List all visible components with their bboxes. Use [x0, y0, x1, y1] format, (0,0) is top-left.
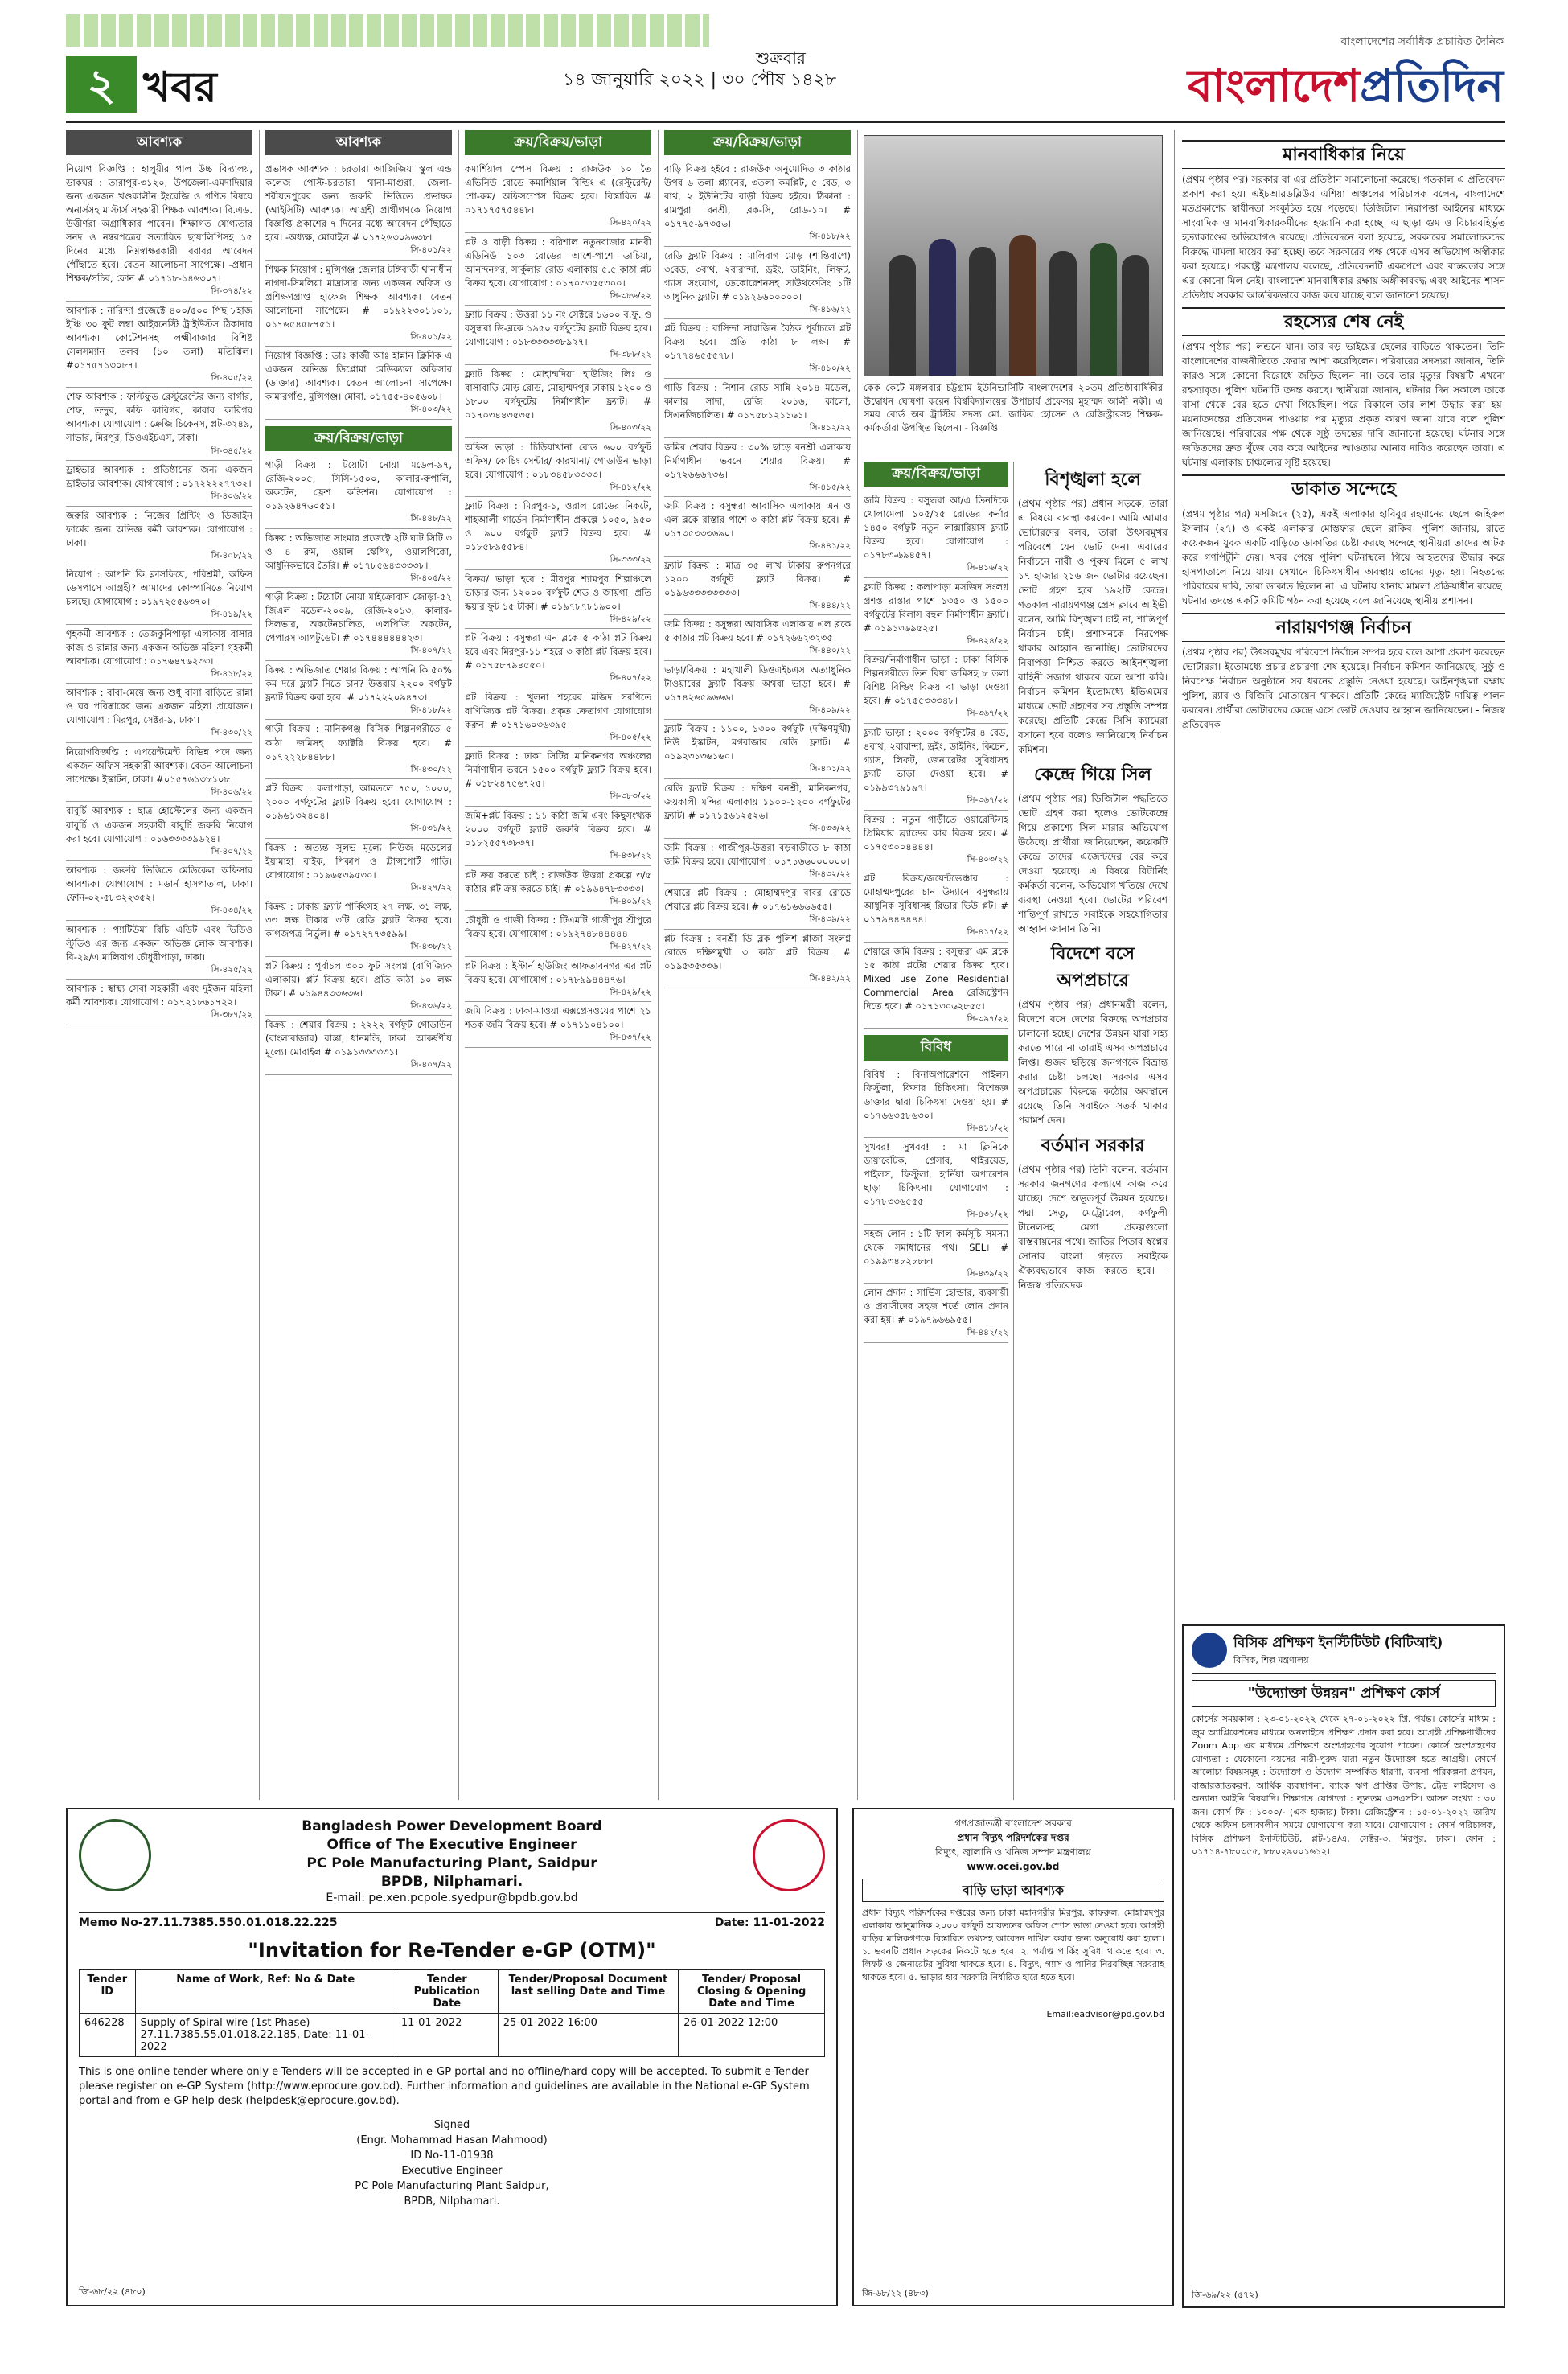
ad-text: আবশ্যক : বাবা-মেয়ে জন্য শুধু বাসা বাড়িতে রান্না ও ঘর পরিষ্কারের জন্য একজন মহিলা প্রয়োজন। যোগাযোগ : মিরপুর, সেক্টর-৯, ঢাকা।: [66, 687, 252, 726]
ad-ref: সি-৪০৯/২২: [809, 704, 851, 715]
classified-ad: [66, 743, 252, 803]
ad-ref: সি-৩৮৭/২২: [211, 1010, 252, 1021]
sign-label: Signed: [433, 2119, 470, 2132]
ad-text: লোন প্রদান : সার্ভিস হোল্ডার, ব্যবসায়ী ও প্রবাসীদের সহজ শর্তে লোন প্রদান করা হয়। # ০১৯৭৯৬৬৯৫৫।: [864, 1287, 1008, 1326]
news-headline: বিশৃঙ্খলা হলে: [1045, 469, 1141, 490]
ad-text: জমি বিক্রয় : বসুন্ধরা আ/এ তিনদিকে খোলামেলা ১০৫/২৫ রোডের কর্নার ১৪৫০ বর্গফুট নতুন লাক্সারিয়াস ফ্ল্যাট বিক্রয় হবে। যোগাযোগ : ০১৭৮৩-৬৯৪৫৭।: [864, 495, 1008, 561]
govad-website: www.ocei.gov.bd: [967, 1861, 1060, 1872]
news-body: (প্রথম পৃষ্ঠার পর) প্রধান সড়কে, তারা এ বিষয়ে ব্যবস্থা করবেন। আমি আমার ভোটারদের বলব, তারা উৎসবমুখর পরিবেশে যেন ভোট দেন। এবারের নির্বাচনে নারী ও পুরুষ মিলে ৫ লাখ ১৭ হাজার ২১৬ জন ভোটার রয়েছেন। ভোট গ্রহণ হবে ১৯২টি কেন্দ্রে। গতকাল নারায়ণগঞ্জ প্রেস ক্লাবে আইভী বলেন, আমি বিশৃঙ্খলা চাই না, শান্তিপূর্ণ নির্বাচন চাই। প্রশাসনকে নিরপেক্ষ থাকার আহ্বান জানাচ্ছি। ভোটারদের নিরাপত্তা নিশ্চিত করতে আইনশৃঙ্খলা বাহিনী সজাগ থাকবে বলে আশা করি। নির্বাচন কমিশন ইতোমধ্যে ইভিএমের মাধ্যমে ভোট গ্রহণের সব প্রস্তুতি সম্পন্ন করেছে। প্রতিটি কেন্দ্রে সিসি ক্যামেরা বসানো হবে বলেও জানিয়েছে নির্বাচন কমিশন।: [1018, 498, 1168, 755]
classified-column-5: [864, 462, 1008, 1800]
classified-ad: [465, 1002, 651, 1048]
ad-ref: সি-৪৩৬/২২: [410, 1000, 452, 1011]
ad-ref: সি-৪১৫/২২: [809, 482, 851, 492]
mujib-year-logo-icon: [753, 1819, 825, 1891]
header-date: ১৪ জানুয়ারি ২০২২ | ৩০ পৌষ ১৪২৮: [563, 70, 837, 90]
ad-ref: সি-৪১২/২২: [809, 422, 851, 433]
govad-body: প্রধান বিদ্যুৎ পরিদর্শকের দপ্তরের জন্য ঢাকা মহানগরীর মিরপুর, কাফরুল, মোহাম্মদপুর এলাকায় আনুমানিক ২০০০ বর্গফুট আয়তনের অফিস স্পেস ভাড়া নেওয়া হবে। আগ্রহী বাড়ির মালিকগণকে বিস্তারিত তথ্যসহ আবেদন দাখিল করার জন্য অনুরোধ করা হলো। ১. ভবনটি প্রধান সড়কের নিকটে হতে হবে। ২. পর্যাপ্ত পার্কিং সুবিধা থাকতে হবে। ৩. লিফট ও জেনারেটর সুবিধা থাকতে হবে। ৪. বিদ্যুৎ, গ্যাস ও পানির নিরবচ্ছিন্ন সরবরাহ থাকতে হবে। ৫. ভাড়ার হার সরকারি নির্ধারিত হারে হতে হবে।: [862, 1908, 1164, 1982]
ad-ref: সি-৪০৫/২২: [610, 732, 651, 742]
brand-tagline: বাংলাদেশের সর্বাধিক প্রচারিত দৈনিক: [1340, 35, 1504, 48]
training-org-name: বিসিক প্রশিক্ষণ ইনস্টিটিউট (বিটিআই): [1233, 1635, 1443, 1651]
table-cell: 25-01-2022 16:00: [498, 2013, 678, 2056]
ad-ref: সি-৩৮৬/২২: [610, 290, 651, 301]
column-divider: [259, 130, 260, 1800]
classified-ad: [66, 921, 252, 980]
brand-name-part1: বাংলাদেশ: [1187, 60, 1361, 113]
ad-ref: সি-৪০৩/২২: [967, 854, 1008, 865]
ad-ref: সি-৪১২/২২: [610, 482, 651, 492]
ad-ref: সি-৪১৬/২২: [809, 304, 851, 314]
classified-ad: [664, 247, 851, 320]
ad-text: প্লট বিক্রয় : ইস্টার্ন হাউজিং আফতাবনগর এর প্লট বিক্রয় হবে। যোগাযোগ : ০১৭৮৯৯৪৪৪৭৬।: [465, 959, 651, 985]
ad-ref: সি-৪৪২/২২: [967, 1328, 1008, 1338]
ad-ref: সি-৪১৮/২২: [410, 704, 452, 715]
category-heading: আবশ্যক: [265, 130, 452, 155]
ad-ref: সি-৪০৭/২২: [410, 1060, 452, 1070]
training-title: "উদ্যোক্তা উন্নয়ন" প্রশিক্ষণ কোর্স: [1192, 1680, 1496, 1707]
classified-ad: [864, 1138, 1008, 1225]
ad-text: নিয়োগবিজ্ঞপ্তি : এপয়েন্টমেন্ট বিভিন্ন পদে জন্য একজন অফিস সহকারী আবশ্যক। বেতন আলোচনা সাপেক্ষে। ইস্কাটন, ঢাকা। #০১৫৭৬১৩৮১০৮।: [66, 745, 252, 785]
table-header: Tender/Proposal Document last selling Date and Time: [498, 1969, 678, 2013]
ad-ref: সি-৪০৩/২২: [610, 422, 651, 433]
tender-memo-row: [79, 1912, 825, 1929]
ad-text: বাড়ি বিক্রয় হইবে : রাজউক অনুমোদিত ৩ কাঠার উপর ৬ তলা প্ল্যানের, ৩তলা কমপ্লিট, ৫ বেড, ৩ বাথ, ২ ইউনিটের বাড়ী বিক্রয় হইবে। ঠিকানা : রামপুরা বনশ্রী, ব্লক-সি, রোড-১০। # ০১৭৭৫-৯৭৩৫৬।: [664, 163, 851, 230]
header-decor-strip: [66, 14, 709, 47]
news-body: (প্রথম পৃষ্ঠার পর) তিনি বলেন, বর্তমান সরকার জনগণের কল্যাণে কাজ করে যাচ্ছে। দেশে অভূতপূর্ব উন্নয়ন হয়েছে। পদ্মা সেতু, মেট্রোরেল, কর্ণফুলী টানেলসহ মেগা প্রকল্পগুলো বাস্তবায়নের পথে। জাতির পিতার স্বপ্নের সোনার বাংলা গড়তে সবাইকে ঐক্যবদ্ধভাবে কাজ করতে হবে। - নিজস্ব প্রতিবেদক: [1018, 1164, 1168, 1291]
ad-text: বাবুর্চি আবশ্যক : ছাত্র হোস্টেলের জন্য একজন বাবুর্চি ও একজন সহকারী বাবুর্চি জরুরি নিয়োগ করা হবে। যোগাযোগ : ০১৬৩৩৩৩৯৬২৪।: [66, 805, 252, 844]
ad-ref: সি-৩৩৩/২২: [610, 555, 651, 565]
classified-ad: [66, 802, 252, 861]
ad-ref: সি-৩৯৭/২২: [967, 1013, 1008, 1024]
ad-text: ভাড়া/বিক্রয় : মহাখালী ডিওএইচএস অত্যাধুনিক টাওয়ারের ফ্ল্যাট বিক্রয় অথবা ভাড়া হবে। # ০১৭৪২৬৫৯৬৬৬।: [664, 663, 851, 703]
training-notice: [1182, 1624, 1505, 2308]
ad-text: বিক্রয় : নতুন গাড়ীতে ওয়ারেন্টিসহ প্রিমিয়ার ব্র্যান্ডের কার বিক্রয় হবে। # ০১৭৫৩০০৪৪৪৪।: [864, 813, 1008, 852]
ad-text: শিক্ষক নিয়োগ : মুন্সিগঞ্জ জেলার টঙ্গিবাড়ী থানাধীন নাগদা-সিমলিয়া মাদ্রাসার জন্য একজন অফিস ও প্রশিক্ষণপ্রাপ্ত হাফেজ শিক্ষক আবশ্যক। বেতন আলোচনা সাপেক্ষে। # ০১৯২২৩০১১০১, ০১৭৬৫৪৫৮৭৫১।: [265, 263, 452, 330]
ad-text: গাড়ী বিক্রয় : টয়োটা নোয়া মাইক্রোবাস জোড়া-৫২ জিএল মডেল-২০০৯, রেজি-২০১৩, কালার-সিলভার, অকটেনচালিত, এলপিজি অকটেন, পেপারস আপটুডেট। # ০১৭৪৪৪৪৪৪২৩।: [265, 591, 452, 644]
ad-ref: সি-৪২৯/২২: [610, 987, 651, 997]
column-divider: [1174, 130, 1175, 1800]
ad-ref: সি-৪১৯/২২: [211, 610, 252, 620]
ad-text: জমি বিক্রয় : বসুন্ধরা আবাসিক এলাকায় এন ও এল ব্লকে রাস্তার পাশে ৩ কাঠা প্লট বিক্রয় হবে। # ০১৭৩৫৩৩৩৬৯০।: [664, 500, 851, 540]
ad-text: শেফ আবশ্যক : ফাস্টফুড রেস্টুরেন্টের জন্য বার্গার, শেফ, তন্দুর, কফি কারিগর, কাবাব কারিগর আবশ্যক। যোগাযোগ : ক্রেজি চিকেনস, প্লট-৩২৪৯, সাভার, মিরপুর, ডিওএইচএস, ঢাকা।: [66, 391, 252, 444]
govad-line3: বিদ্যুৎ, জ্বালানি ও খনিজ সম্পদ মন্ত্রণালয়: [935, 1846, 1091, 1858]
classified-ad: [664, 720, 851, 779]
ad-text: বিক্রয় : ঢাকায় ফ্ল্যাট পার্কিংসহ ২৭ লক্ষ, ৩১ লক্ষ, ৩৩ লক্ষ টাকায় ৩টি রেডি ফ্ল্যাট বিক্রয় হবে। কাগজপত্র নির্ভুল। # ০১৭২৭৭৩৫৯৯।: [265, 901, 452, 940]
ad-text: গাড়ী বিক্রয় : মানিকগঞ্জ বিসিক শিল্পনগরীতে ৫ কাঠা জমিসহ ফ্যাক্টরি বিক্রয় হবে। # ০১৭২২২৮৪৪৮৮।: [265, 723, 452, 762]
classified-ad: [265, 957, 452, 1017]
ad-ref: সি-৪১১/২২: [967, 1123, 1008, 1133]
signer-office2: BPDB, Nilphamari.: [404, 2195, 500, 2208]
classified-ad: [465, 497, 651, 570]
training-ref: জি-৬৯/২২ (৫৭২): [1192, 2289, 1258, 2300]
news-headline: ডাকাত সন্দেহে: [1182, 474, 1505, 503]
brand-name-part2: প্রতিদিন: [1360, 60, 1504, 113]
ad-ref: সি-৪১৭/২২: [967, 927, 1008, 938]
ad-text: জমি বিক্রয় : বসুন্ধরা আবাসিক এলাকায় এল ব্লকে ৫ কাঠার প্লট বিক্রয় হবে। # ০১৭২৬৬২৩২৩৫।: [664, 618, 851, 644]
govad-line2: প্রধান বিদ্যুৎ পরিদর্শকের দপ্তর: [957, 1832, 1069, 1843]
tender-org-line2: Office of The Executive Engineer: [326, 1836, 577, 1853]
table-header: Name of Work, Ref: No & Date: [135, 1969, 396, 2013]
classified-ad: [864, 1284, 1008, 1343]
ad-ref: সি-৪৩৯/২২: [809, 914, 851, 925]
ad-ref: সি-৪৪২/২২: [809, 973, 851, 984]
ad-ref: সি-৪০৬/২২: [211, 491, 252, 502]
training-body: কোর্সের সময়কাল : ২৩-০১-২০২২ থেকে ২৭-০১-২০২২ খ্রি. পর্যন্ত। কোর্সের মাধ্যম : জুম অ্যাপ্লিকেশনের মাধ্যমে অনলাইনে প্রশিক্ষণ প্রদান করা হবে। আগ্রহী প্রশিক্ষণার্থীদের Zoom App এর মাধ্যমে প্রশিক্ষণে অংশগ্রহণের সুযোগ পাবেন। কোর্সে অংশগ্রহণের যোগ্যতা : যেকোনো বয়সের নারী-পুরুষ যারা নতুন উদ্যোক্তা হতে আগ্রহী। কোর্সে আলোচ্য বিষয়সমূহ : উদ্যোক্তা ও উদ্যোগ সম্পর্কিত ধারণা, ব্যবসা পরিকল্পনা প্রণয়ন, বাজারজাতকরণ, আর্থিক ব্যবস্থাপনা, ব্যাংক ঋণ প্রাপ্তির উপায়, ট্রেড লাইসেন্স ও অন্যান্য আইনি বিষয়াদি। শিক্ষাগত যোগ্যতা : ন্যূনতম এসএসসি। আসন সংখ্যা : ৩০ জন। কোর্স ফি : ১০০০/- (এক হাজার) টাকা। রেজিস্ট্রেশন : ১৫-০১-২০২২ তারিখ থেকে অফিস চলাকালীন সময়ে যোগাযোগ করা যাবে। যোগাযোগ : কোর্স পরিচালক, বিসিক প্রশিক্ষণ ইনস্টিটিউট, প্লট-১৪/এ, সেক্টর-৩, মিরপুর, ঢাকা। ফোন : ০১৭১৪-৭৮০৩৫৫, ৮৮০২৯০০১৬১২।: [1192, 1714, 1496, 1857]
govad-email: Email:eadvisor@pd.gov.bd: [1046, 2008, 1164, 2019]
classified-column-4: [664, 130, 851, 1800]
ad-ref: সি-৪০৫/২২: [211, 372, 252, 383]
classified-ad: [66, 861, 252, 921]
classified-ad: [664, 930, 851, 989]
ad-text: জমি বিক্রয় : গাজীপুর-উত্তরা বড়বাড়ীতে ৮ কাঠা জমি বিক্রয় হবে। যোগাযোগ : ০১৭১৬৬০০০০০০।: [664, 841, 851, 867]
ad-ref: সি-৪৩৮/২২: [410, 942, 452, 952]
tender-table: [79, 1969, 825, 2057]
news-headline: রহস্যের শেষ নেই: [1182, 307, 1505, 336]
news-body: (প্রথম পৃষ্ঠার পর) মসজিদে (২৫), একই এলাকার হাবিবুর রহমানের ছেলে জহিরুল ইসলাম (২৭) ও একই এলাকার মোস্তফার ছেলে রাকিব। পুলিশ জানায়, রাতে কয়েকজন যুবক একটি বাড়িতে ডাকাতির চেষ্টা করছে সন্দেহে স্থানীয়রা তাদের আটক করে গণপিটুনি দেয়। খবর পেয়ে পুলিশ ঘটনাস্থলে গিয়ে আহতদের উদ্ধার করে হাসপাতালে নিয়ে যায়। সেখানে চিকিৎসাধীন অবস্থায় তাদের মৃত্যু হয়। নিহতদের পরিবারের দাবি, তারা ডাকাত ছিলেন না। এ ঘটনায় থানায় মামলা প্রক্রিয়াধীন রয়েছে। ঘটনার তদন্তে একটি কমিটি গঠন করা হয়েছে বলে জানিয়েছে স্থানীয় প্রশাসন।: [1182, 508, 1505, 606]
ad-ref: সি-৪৪৪/২২: [809, 600, 851, 610]
classified-ad: [465, 365, 651, 438]
brand-logo: [1188, 32, 1504, 127]
tender-org-line3: PC Pole Manufacturing Plant, Saidpur: [306, 1854, 597, 1871]
table-header: Tender/ Proposal Closing & Opening Date and Time: [679, 1969, 825, 2013]
classified-ad: [66, 684, 252, 743]
ad-ref: সি-৪০৮/২২: [211, 550, 252, 561]
ad-ref: সি-৪১৮/২২: [211, 668, 252, 679]
classified-ad: [265, 347, 452, 420]
ad-text: ড্রাইভার আবশ্যক : প্রতিষ্ঠানের জন্য একজন ড্রাইভার আবশ্যক। যোগাযোগ : ০১৭২২২২৭৭৩২।: [66, 464, 252, 490]
classified-ad: [664, 839, 851, 885]
table-cell: 11-01-2022: [396, 2013, 498, 2056]
classified-ad: [465, 747, 651, 807]
ad-text: রেডি ফ্ল্যাট বিক্রয় : মালিবাগ মোড় (শান্তিবাগে) ৩বেড, ৩বাথ, ২বারান্দা, ড্রইং, ডাইনিং, লিফট, গ্যাস সংযোগ, ডেকোরেশনসহ সাউথফেসিং ১টি আধুনিক ফ্ল্যাট। # ০১৯২৬৬০০০০০।: [664, 249, 851, 302]
classified-ad: [465, 570, 651, 630]
ad-text: ফ্ল্যাট বিক্রয় : মিরপুর-১, ওরাল রোডের নিকটে, শাহআলী গার্ডেন নির্মাণাধীন প্রকল্পে ১০৫০, ৯৫০ ও ৯০০ বর্গফুট ফ্ল্যাট বিক্রয় হবে। # ০১৮৫৮৯৫৫৮৪।: [465, 500, 651, 553]
ad-text: গাড়ি বিক্রয় : নিশান রোড সান্নি ২০১৪ মডেল, কালার সাদা, রেজি ২০১৬, কালো, সিএনজিচালিত। # ০১৭৫৮১২১১৬১।: [664, 381, 851, 421]
classified-ad: [664, 379, 851, 438]
tender-memo: Memo No-27.11.7385.550.01.018.22.225: [79, 1916, 338, 1929]
ad-text: সুখবর! সুখবর! : মা ক্লিনিকে ডায়াবেটিক, প্রেসার, থাইরয়েড, পাইলস, ফিস্টুলা, হার্নিয়া অপারেশন ছাড়া চিকিৎসা। যোগাযোগ : ০১৭৮৩৩৬৫৫৫।: [864, 1141, 1008, 1208]
ad-text: শেয়ারে জমি বিক্রয় : বসুন্ধরা এম ব্লকে ১৫ কাঠা প্লটের শেয়ার বিক্রয় হবে। Mixed use Zone Residential Commercial Area রেজিস্ট্রেশন দিতে হবে। # ০১৭১৩০৬২৮৫৫।: [864, 945, 1008, 1012]
ad-ref: সি-৪৩০/২২: [410, 764, 452, 774]
classified-ad: [66, 507, 252, 566]
classified-ad: [864, 578, 1008, 651]
ad-text: বিক্রয় : অভিজাত সাংমার প্রজেক্টে ২টি ঘাট সিটি ৩ ও ৪ রুম, ওয়াল স্কেপিং, ওয়ালপিক্কো, আধুনিকভাবে তৈরি। # ০১৭৮৫৬৪৩৩৩৩৮।: [265, 532, 452, 571]
ad-text: প্লট বিক্রয়/জয়েন্টভেঞ্চার : মোহাম্মদপুরের চান উদ্যানে বসুন্ধরায় আধুনিক সুবিধাসহ রিভার ভিউ প্লট। # ০১৭৯৪৪৪৪৪৪।: [864, 873, 1008, 926]
ad-ref: সি-৩৬৭/২২: [967, 795, 1008, 806]
classified-ad: [465, 807, 651, 866]
classified-column-2: [265, 130, 452, 1800]
category-heading: ক্রয়/বিক্রয়/ভাড়া: [465, 130, 651, 155]
ad-text: বিক্রয় : অত্যন্ত সুলভ মূল্যে নিউজ মডেলের ইয়ামাহা বাইক, পিকাপ ও ট্রান্সপোর্ট গাড়ি। যোগাযোগ : ০১৯৬৫৩৯৫৩০।: [265, 841, 452, 881]
table-cell: 26-01-2022 12:00: [679, 2013, 825, 2056]
signer-name: (Engr. Mohammad Hasan Mahmood): [356, 2134, 548, 2147]
ad-ref: সি-৪২৭/২২: [410, 882, 452, 893]
classified-ad: [864, 491, 1008, 578]
ad-ref: সি-৪০৩/২২: [410, 405, 452, 415]
ad-text: প্লট বিক্রয় : কলাপাড়া, আমতলে ৭৫০, ১০০০, ২০০০ বর্গফুটের ফ্ল্যাট বিক্রয় হবে। যোগাযোগ : ০১৯৬১৩২৪০৪।: [265, 782, 452, 822]
brand-name: [1188, 51, 1504, 127]
ad-ref: সি-৪৩১/২২: [410, 824, 452, 834]
ad-ref: সি-৪২৫/২২: [211, 964, 252, 975]
govad-title: বাড়ি ভাড়া আবশ্যক: [862, 1879, 1164, 1902]
tender-org-line4: BPDB, Nilphamari.: [380, 1873, 523, 1890]
ad-ref: সি-৩৮৩/২২: [610, 791, 651, 802]
classified-ad: [664, 557, 851, 616]
govt-rent-notice: [852, 1808, 1174, 2306]
tender-email: E-mail: pe.xen.pcpole.syedpur@bpdb.gov.bd: [326, 1891, 578, 1904]
ad-ref: সি-৪০৫/২২: [410, 573, 452, 583]
ad-text: প্লট বিক্রয় : বনশ্রী ডি ব্লক পুলিশ প্লাজা সংলগ্ন রোডে দক্ষিণমুখী ৩ কাঠা প্লট বিক্রয়। # ০১৯৫৩৫৩৩৬।: [664, 932, 851, 971]
ad-text: ফ্ল্যাট বিক্রয় : মাত্র ৩৫ লাখ টাকায় রুপনগরে ১২০০ বর্গফুট ফ্ল্যাট বিক্রয়। # ০১৯৬৩৩৩৩৩৩৩৩।: [664, 559, 851, 598]
ad-text: বিক্রয় : অভিজাত শেয়ার বিক্রয় : আপনি কি ৫০% কম দরে ফ্ল্যাট নিতে চান? উত্তরায় ২২০০ বর্গফুট ফ্ল্যাট বিক্রয় করা হবে। # ০১৭২২২০৯৪৭৩।: [265, 663, 452, 703]
classified-ad: [664, 438, 851, 498]
category-heading: ক্রয়/বিক্রয়/ভাড়া: [265, 426, 452, 451]
ad-ref: সি-৪৩০/২২: [211, 728, 252, 738]
classified-ad: [465, 688, 651, 748]
classified-ad: [265, 261, 452, 347]
column-divider: [458, 130, 459, 1800]
ad-text: বিক্রয়/ ভাড়া হবে : মীরপুর শ্যামপুর শিল্পাঞ্চলে ভাড়ার জন্য ১২০০০ বর্গফুট শেড ও জায়গা। প্রতি স্কয়ার ফুট ১৫ টাকা। # ০১৯৭৮৭৮১৯০০।: [465, 573, 651, 612]
ad-ref: সি-৪৩১/২২: [967, 1210, 1008, 1220]
classified-ad: [265, 1016, 452, 1075]
photo-caption: কেক কেটে মঙ্গলবার চট্টগ্রাম ইউনিভার্সিটি বাংলাদেশের ২০তম প্রতিষ্ঠাবার্ষিকীর উদ্বোধন ঘোষণা করেন বিশ্ববিদ্যালয়ের উপাচার্য প্রফেসর মুহাম্মদ আলী নকী। এ সময় বোর্ড অব ট্রাস্টির সদস্য মো. জাকির হোসেন ও রেজিস্ট্রারসহ শিক্ষক-কর্মকর্তারা উপস্থিত ছিলেন। - বিজ্ঞপ্তি: [864, 382, 1163, 434]
ad-text: অফিস ভাড়া : চিড়িয়াখানা রোড ৬০০ বর্গফুট অফিস/ কোচিং সেন্টার/ কারখানা/ গোডাউন ভাড়া হবে। যোগাযোগ : ০১৮৩৪৫৮৩৩৩৩।: [465, 441, 651, 480]
ad-ref: সি-৪৩৪/২২: [211, 906, 252, 916]
ad-ref: সি-৪০৭/২২: [410, 646, 452, 656]
ad-text: নিয়োগ : আপনি কি ক্লাসফিয়ে, পরিশ্রমী, অফিস ডেসপাসে আগ্রহী? আমাদের কোম্পানিতে নিয়োগ চলছে। যোগাযোগ : ০১৯৭২৫৫৬৩৭০।: [66, 569, 252, 608]
tender-notice: [66, 1808, 838, 2306]
classified-ad: [864, 869, 1008, 943]
ad-text: প্লট ক্রয় করতে চাই : রাজউক উত্তরা প্রকল্পে ৩/৫ কাঠার প্লট ক্রয় করতে চাই। # ০১৯৬৪৭৮৩৩৩৩।: [465, 869, 651, 894]
table-cell: Supply of Spiral wire (1st Phase) 27.11.7385.55.01.018.22.185, Date: 11-01-2022: [135, 2013, 396, 2056]
ad-text: আবশ্যক : প্যাটিউমা রিচি এডিট এবং ভিডিও স্টুডিও এর জন্য একজন অভিজ্ঞ লোক আবশ্যক। বি-২৯/এ মালিবাগ চৌধুরীপাড়া, ঢাকা।: [66, 923, 252, 963]
classified-ad: [66, 461, 252, 507]
classified-ad: [664, 779, 851, 839]
classified-ad: [864, 1066, 1008, 1139]
ad-ref: সি-৪০১/২২: [809, 764, 851, 774]
classified-ad: [864, 724, 1008, 811]
classified-ad: [265, 720, 452, 779]
category-heading: ক্রয়/বিক্রয়/ভাড়া: [864, 462, 1008, 487]
ad-text: জমির শেয়ার বিক্রয় : ৩০% ছাড়ে বনশ্রী এলাকায় নির্মাণাধীন ভবনে শেয়ার বিক্রয়। # ০১৭২৬৬৬৭৩৬।: [664, 441, 851, 480]
ad-ref: সি-৪০৯/২২: [610, 896, 651, 906]
classified-ad: [265, 456, 452, 529]
ad-text: ফ্ল্যাট বিক্রয় : ঢাকা সিটির মানিকনগর অঞ্চলের নির্মাণাধীন ভবনে ১৫০০ বর্গফুট ফ্ল্যাট বিক্রয় হবে। # ০১৮২৪৭৫৬৭২৫।: [465, 750, 651, 790]
ad-ref: সি-৪৩২/২২: [809, 869, 851, 879]
news-headline: মানবাধিকার নিয়ে: [1182, 140, 1505, 169]
training-org-sub: বিসিক, শিল্প মন্ত্রণালয়: [1233, 1654, 1309, 1665]
ad-text: প্লট বিক্রয় : বসুন্ধরা এন ব্লকে ৫ কাঠা প্লট বিক্রয় হবে এবং মিরপুর-১১ শহরে ৩ কাঠা প্লট বিক্রয় হবে। # ০১৭৫৮৭৯৪৫৫০।: [465, 632, 651, 672]
classified-ad: [664, 884, 851, 930]
ad-text: গৃহকর্মী আবশ্যক : তেজকুনিপাড়া এলাকায় বাসার কাজ ও রান্নার জন্য একজন অভিজ্ঞ মহিলা গৃহকর্মী আবশ্যক। যোগাযোগ : ০১৭৬৪৭৬২৩৩।: [66, 627, 252, 667]
govad-ref: জি-৬৮/২২ (৪৮৩): [862, 2288, 929, 2299]
ad-text: আবশ্যক : স্বাস্থ্য সেবা সহকারী এবং দুইজন মহিলা কর্মী আবশ্যক। যোগাযোগ : ০১৭২১৮৬১৭২২।: [66, 983, 252, 1008]
ad-ref: সি-৪০৬/২২: [211, 787, 252, 797]
classified-ad: [66, 160, 252, 302]
ad-text: ফ্ল্যাট বিক্রয় : ১১০০, ১৩০০ বর্গফুট (দক্ষিণমুখী) নিউ ইস্কাটন, মগবাজার রেডি ফ্ল্যাট। # ০১৯২৩১৩৬১৬০।: [664, 723, 851, 762]
news-body: (প্রথম পৃষ্ঠার পর) উৎসবমুখর পরিবেশে নির্বাচন সম্পন্ন হবে বলে আশা প্রকাশ করেছেন ভোটাররা। ইতোমধ্যে প্রচার-প্রচারণা শেষ হয়েছে। নির্বাচন কমিশন জানিয়েছে, সুষ্ঠু ও নিরপেক্ষ নির্বাচন অনুষ্ঠানে সব ধরনের প্রস্তুতি নেওয়া হয়েছে। আইনশৃঙ্খলা রক্ষায় পুলিশ, র‌্যাব ও বিজিবি মোতায়েন থাকবে। প্রতিটি কেন্দ্রে ম্যাজিস্ট্রেট দায়িত্ব পালন করবেন। প্রার্থীরা ভোটারদের কেন্দ্রে এসে ভোট দেওয়ার আহ্বান জানিয়েছেন। - নিজস্ব প্রতিবেদক: [1182, 647, 1505, 730]
ad-ref: সি-৪১০/২২: [809, 363, 851, 374]
ad-ref: সি-৪৩৩/২২: [809, 824, 851, 834]
ad-ref: সি-৪২৭/২২: [610, 942, 651, 952]
tender-org-line1: Bangladesh Power Development Board: [302, 1818, 602, 1834]
classified-ad: [66, 565, 252, 625]
ad-ref: সি-৪৩৭/২২: [610, 1033, 651, 1043]
ad-text: প্লট বিক্রয় : পূর্বাচল ৩০০ ফুট সংলগ্ন (বাণিজ্যিক এলাকায়) প্লট বিক্রয় হবে। প্রতি কাঠা ১০ লক্ষ টাকা। # ০১৯৪৪৩৩৬৩৬।: [265, 959, 452, 999]
news-body: (প্রথম পৃষ্ঠার পর) প্রধানমন্ত্রী বলেন, বিদেশে বসে দেশের বিরুদ্ধে অপপ্রচার চালানো হচ্ছে। দেশের উন্নয়ন যারা সহ্য করতে পারে না তারাই এসব অপপ্রচারে লিপ্ত। গুজব ছড়িয়ে জনগণকে বিভ্রান্ত করার চেষ্টা চলছে। সরকার এসব অপপ্রচারের বিরুদ্ধে কঠোর অবস্থানে রয়েছে। তিনি সবাইকে সতর্ক থাকার পরামর্শ দেন।: [1018, 999, 1168, 1126]
masthead: [0, 0, 1568, 137]
classified-ad: [465, 160, 651, 233]
ad-text: জমি+প্লট বিক্রয় : ১১ কাঠা জমি এবং কিছুসংখ্যক ২০০০ বর্গফুট ফ্ল্যাট জরুরি বিক্রয় হবে। # ০১৮২৫৫৭৩৮৩৭।: [465, 810, 651, 849]
classified-ad: [864, 943, 1008, 1029]
classified-ad: [465, 306, 651, 365]
ad-ref: সি-৪০৭/২২: [211, 846, 252, 856]
classified-ad: [465, 629, 651, 688]
ad-text: গাড়ী বিক্রয় : টয়োটা নোয়া মডেল-৯৭, রেজি-২০০৫, সিসি-১৫০০, কালার-রুপালি, অকটেন, ফ্রেশ কন্ডিশন। যোগাযোগ : ০১৯২৬৪৭৬০৫১।: [265, 459, 452, 512]
signer-id: ID No-11-01938: [410, 2150, 494, 2162]
news-body: (প্রথম পৃষ্ঠার পর) সরকার বা এর প্রতিষ্ঠান সমালোচনা করেছে। গতকাল এ প্রতিবেদন প্রকাশ করা হয়। এইচআরডব্লিউর এশিয়া অঞ্চলের পরিচালক বলেন, বাংলাদেশে মতপ্রকাশের স্বাধীনতা সংকুচিত হয়ে পড়েছে। ডিজিটাল নিরাপত্তা আইনের মাধ্যমে সাংবাদিক ও মানবাধিকারকর্মীদের হয়রানি করা হচ্ছে। এ ছাড়া গুম ও বিচারবহির্ভূত হত্যাকাণ্ডের অভিযোগও রয়েছে। প্রতিবেদনে বলা হয়েছে, সরকারের সমালোচকদের বিরুদ্ধে মামলা দায়ের করা হচ্ছে। তবে সরকারের পক্ষ থেকে এসব অভিযোগ অস্বীকার করা হয়েছে। পররাষ্ট্র মন্ত্রণালয় বলেছে, প্রতিবেদনটি একপেশে এবং বাস্তবতার সঙ্গে এর কোনো মিল নেই। বাংলাদেশ মানবাধিকার রক্ষায় অঙ্গীকারবদ্ধ এবং আইনের শাসন প্রতিষ্ঠায় সরকার আন্তরিকভাবে কাজ করে যাচ্ছে বলে জানানো হয়েছে।: [1182, 174, 1505, 301]
news-column-right: [1182, 135, 1505, 1620]
ad-text: রেডি ফ্ল্যাট বিক্রয় : দক্ষিণ বনশ্রী, মানিকনগর, জয়কালী মন্দির এলাকায় ১১০০-১২০০ বর্গফুটের ফ্ল্যাট। # ০১৭১৫৬১২৫২৬।: [664, 782, 851, 821]
ad-text: চৌধুরী ও গাজী বিক্রয় : টিএমটি গাজীপুর শ্রীপুরে বিক্রয় হবে। যোগাযোগ : ০১৯২৭৪৮৪৪৪৪৪।: [465, 914, 651, 940]
ad-text: ফ্ল্যাট বিক্রয় : কলাপাড়া মসজিদ সংলগ্ন প্রশস্ত রাস্তার পাশে ১৩৫০ ও ১৫০০ বর্গফুটের বিলাস বহুল নির্মাণাধীন ফ্ল্যাট। # ০১৯১৩৬৯৫২৫।: [864, 581, 1008, 634]
header-rule: [66, 121, 1505, 123]
ad-ref: সি-৪১৮/২২: [809, 232, 851, 242]
classified-ad: [66, 302, 252, 388]
table-cell: 646228: [80, 2013, 136, 2056]
ad-ref: সি-৩৭৪/২২: [211, 286, 252, 297]
classified-ad: [265, 160, 452, 261]
ad-text: ফ্ল্যাট বিক্রয় : উত্তরা ১১ নং সেক্টরে ১৬০০ ব.ফু. ও বসুন্ধরা ডি-ব্লকে ১৯৫০ বর্গফুটের ফ্ল্যাট বিক্রয় হবে। যোগাযোগ : ০১৮৩৩৩৩৩৮৯২৭।: [465, 309, 651, 348]
column-divider: [658, 130, 659, 1800]
classified-ad: [864, 1225, 1008, 1284]
classified-ad: [66, 388, 252, 461]
news-headline: বর্তমান সরকার: [1041, 1135, 1145, 1156]
ad-text: আবশ্যক : নারিন্দা প্রজেক্টে ৪০০/৫০০ পিছ ৮হাজ ইঞ্চি ৩০ ফুট লম্বা আইরনেস্টি ট্রাইউস্টস ঠিকাদার আবশ্যক। কোটেশনসহ লক্ষ্মীবাজার বিশিষ্ট সেলসম্যান তলব (১০ তলা) মতিঝিল। #০১৭৫৭১৩০৮৭।: [66, 304, 252, 371]
ad-ref: সি-৪৪০/২২: [809, 646, 851, 656]
classified-ad: [265, 661, 452, 721]
classified-ad: [465, 438, 651, 498]
news-body: (প্রথম পৃষ্ঠার পর) ডিজিটাল পদ্ধতিতে ভোট গ্রহণ করা হলেও ভোটকেন্দ্রে গিয়ে প্রকাশ্যে সিল মারার অভিযোগ উঠেছে। প্রার্থীরা জানিয়েছেন, কয়েকটি কেন্দ্রে তাদের এজেন্টদের বের করে দেওয়া হয়েছে। এ বিষয়ে রিটার্নিং কর্মকর্তা বলেন, অভিযোগ খতিয়ে দেখে ব্যবস্থা নেওয়া হবে। ভোটের পরিবেশ শান্তিপূর্ণ রাখতে সবাইকে সহযোগিতার আহ্বান জানান তিনি।: [1018, 793, 1168, 934]
ad-ref: সি-৪০১/২২: [410, 245, 452, 256]
table-header: Tender ID: [80, 1969, 136, 2013]
category-heading: ক্রয়/বিক্রয়/ভাড়া: [664, 130, 851, 155]
category-heading: আবশ্যক: [66, 130, 252, 155]
header-day: শুক্রবার: [756, 48, 806, 68]
classified-ad: [66, 625, 252, 684]
column-divider: [857, 130, 858, 1800]
classified-ad: [664, 615, 851, 661]
ad-text: প্রভাষক আবশ্যক : চরতারা আজিজিয়া স্কুল এন্ড কলেজ পোস্ট-চরতারা থানা-মাগুরা, জেলা-শরীয়তপুরের জন্য জরুরি ভিত্তিতে প্রভাষক (আইসিটি) আবশ্যক। আগ্রহী প্রার্থীগণকে নিয়োগ বিজ্ঞপ্তি প্রকাশের ৭ দিনের মধ্যে আবেদন পৌঁছাতে হবে। -অধ্যক্ষ, মোবাইল # ০১৭২৬৩০৯৬৩৮।: [265, 163, 452, 244]
ad-ref: সি-৩৬৭/২২: [967, 709, 1008, 719]
ad-text: বিক্রয় : শেয়ার বিক্রয় : ২২২২ বর্গফুট গোডাউন (বাংলাবাজার) রাস্তা, ধানমন্ডি, ঢাকা। আকর্ষণীয় মূল্যে। মোবাইল # ০১৯১৩৩৩৩৩১।: [265, 1019, 452, 1058]
ad-text: শেয়ারে প্লট বিক্রয় : মোহাম্মদপুর বাবর রোডে শেয়ারে প্লট বিক্রয় হবে। # ০১৭৬১৬৬৬৬৫৫।: [664, 887, 851, 913]
classified-ad: [664, 319, 851, 379]
ad-text: বিক্রয়/নির্মাণাধীন ভাড়া : ঢাকা বিসিক শিল্পনগরীতে তিন বিঘা জমিসহ ৮ তলা বিশিষ্ট বিল্ডিং বিক্রয় বা ভাড়া দেওয়া হবে। # ০১৭৫৫৩৩৩৪৮।: [864, 654, 1008, 707]
news-photo: [864, 135, 1163, 376]
classified-ad: [664, 497, 851, 557]
ad-text: ফ্ল্যাট বিক্রয় : মোহাম্মদিয়া হাউজিং লিঃ ও বাসাবাড়ি মোড় রোড, মোহাম্মদপুর ঢাকায় ১২০০ ও ১৮০০ বর্গফুটের নির্মাণাধীন ফ্ল্যাট। # ০১৭০৩৪৪৩৫৩৫।: [465, 368, 651, 421]
ad-ref: সি-৪২৯/২২: [610, 614, 651, 624]
ad-ref: সি-৪০৭/২২: [610, 673, 651, 684]
ad-ref: সি-৪২৪/২২: [967, 635, 1008, 646]
column-divider: [1013, 462, 1014, 1800]
classified-ad: [864, 651, 1008, 724]
ad-ref: সি-৪০১/২২: [410, 331, 452, 342]
page-number: ২: [66, 56, 137, 113]
classified-ad: [265, 779, 452, 839]
classified-ad: [465, 957, 651, 1003]
section-title: খবর: [143, 63, 217, 112]
tender-date: Date: 11-01-2022: [714, 1916, 825, 1929]
classified-ad: [66, 980, 252, 1025]
news-headline: বিদেশে বসে অপপ্রচারে: [1050, 943, 1135, 991]
ad-ref: সি-৪২০/২২: [610, 218, 651, 228]
news-headline: নারায়ণগঞ্জ নির্বাচন: [1182, 613, 1505, 642]
classified-ad: [465, 911, 651, 957]
classified-ad: [664, 661, 851, 721]
tender-ref: জি-৬৮/২২ (৪৮০): [79, 2286, 146, 2297]
news-column-center: [1018, 462, 1168, 1800]
ad-ref: সি-৩৪৫/২২: [211, 446, 252, 456]
table-header: Tender Publication Date: [396, 1969, 498, 2013]
classified-ad: [265, 588, 452, 661]
classified-ad: [265, 839, 452, 898]
ad-ref: সি-৪৩৯/২২: [967, 1268, 1008, 1279]
ad-text: ফ্ল্যাট ভাড়া : ২০০০ বর্গফুটের ৪ বেড, ৪বাথ, ২বারান্দা, ড্রইং, ডাইনিং, কিচেন, গ্যাস, লিফট, জেনারেটর সুবিধাসহ ফ্ল্যাট ভাড়া দেওয়া হবে। # ০১৯৯৩৭৯১৯৭।: [864, 726, 1008, 794]
classified-ad: [664, 160, 851, 247]
classified-ad: [265, 897, 452, 957]
ad-ref: সি-৪৪১/২২: [809, 541, 851, 552]
classified-ad: [465, 233, 651, 306]
ad-text: সহজ লোন : ১টি ফাল কর্মসূচি সমস্যা থেকে সমাধানের পথ। SEL। # ০১৯৯৩৪৮২৮৮৮।: [864, 1227, 1008, 1267]
ad-text: প্লট বিক্রয় : বাসিন্দা সারাজিন বৈঠক পূর্বাচলে প্লট বিক্রয় হবে। প্রতি কাঠা ৮ লক্ষ। # ০১৭৭৪৬৫৫৫৭৮।: [664, 322, 851, 362]
news-headline: কেন্দ্রে গিয়ে সিল: [1033, 764, 1151, 785]
news-body: (প্রথম পৃষ্ঠার পর) লন্ডনে যান। তার বড় ভাইয়ের ছেলের বাড়িতে থাকতেন। তিনি বাংলাদেশের রাজনীতিতে ফেরার আশা করেছিলেন। পরিবারের সদস্যরা জানান, তিনি কারও সঙ্গে কোনো বিরোধে জড়িত ছিলেন না। তবে তার মৃত্যুর বিষয়টি এখনো রহস্যাবৃত। পুলিশ ঘটনাটি তদন্ত করছে। স্থানীয়রা জানান, ঘটনার দিন সকালে তাকে বাসা থেকে বের হতে দেখা গিয়েছিল। পরে বিকালে তার লাশ উদ্ধার করা হয়। ময়নাতদন্তের প্রতিবেদন পাওয়ার পর মৃত্যুর প্রকৃত কারণ জানা যাবে বলে পুলিশ জানিয়েছে। পরিবারের পক্ষ থেকে সুষ্ঠু তদন্তের দাবি জানানো হয়েছে। ঘটনার সঙ্গে জড়িতদের দ্রুত খুঁজে বের করে আইনের আওতায় আনার দাবিও করেছেন তারা। এ ঘটনায় এলাকায় চাঞ্চল্যের সৃষ্টি হয়েছে।: [1182, 341, 1505, 468]
classified-ad: [465, 866, 651, 912]
ad-text: প্লট ও বাড়ী বিক্রয় : বরিশাল নতুনবাজার মানবী এডিনিউ ১০৩ রোডের আশে-পাশে ডাচিয়া, আনন্দনগর, সার্কুলার রোড এলাকায় ৫.৫ কাঠা প্লট বিক্রয় হবে। যোগাযোগ : ০১৭০৩৩৫৫৩০০।: [465, 236, 651, 289]
classified-ad: [265, 529, 452, 589]
classified-column-1: [66, 130, 252, 1800]
signer-office: PC Pole Manufacturing Plant Saidpur,: [355, 2179, 549, 2192]
ad-text: নিয়োগ বিজ্ঞপ্তি : হালুয়ীর পাল উচ্চ বিদ্যালয়, ডাকঘর : তারাপুর-৩১২০, উপজেলা-এমদাদিয়ার জন্য একজন খণ্ডকালীন ইংরেজি ও গণিত বিষয়ে অনার্সসহ মাস্টার্স সহকারী শিক্ষক আবশ্যক। বি.এড. উত্তীর্ণরা অগ্রাধিকার পাবেন। শিক্ষাগত যোগ্যতার সনদ ও নম্বরপত্রের সত্যায়িত ছায়ালিপিসহ ১৫ দিনের মধ্যে নিম্নস্বাক্ষরকারী বরাবর আবেদন পৌঁছাতে হবে। বেতন আলোচনা সাপেক্ষে। -প্রধান শিক্ষক/সচিব, ফোন # ০১৭১৮-১৪৬৩০৭।: [66, 163, 252, 285]
ad-text: বিবিধ : বিনাঅপারেশনে পাইলস ফিস্টুলা, ফিসার চিকিৎসা। বিশেষজ্ঞ ডাক্তার দ্বারা চিকিৎসা দেওয়া হয়। # ০১৭৬৬৩৫৮৬৩০।: [864, 1068, 1008, 1121]
signer-title: Executive Engineer: [401, 2164, 503, 2177]
ad-text: নিয়োগ বিজ্ঞপ্তি : ডাঃ কাজী আঃ হান্নান ক্লিনিক এ একজন অভিজ্ঞ ডিপ্লোমা মেডিক্যাল অফিসার (ডাক্তার) আবশ্যক। বেতন আলোচনা সাপেক্ষে। কামারগাঁও, মুন্সিগঞ্জ। মোবা. ০১৭৫৫-৪০৫৬০৮।: [265, 350, 452, 403]
ad-text: কমার্শিয়াল স্পেস বিক্রয় : রাজউক ১০ তৈ এভিনিউ রোডে কমার্শিয়াল বিল্ডিং এ (রেস্টুরেন্ট/ শো-রুম/ অফিসস্পেস বিক্রয় হবে। বিস্তারিত # ০১৭১৭৫৭৫৪৪৮।: [465, 163, 651, 216]
tender-signature: [79, 2118, 825, 2209]
table-row: [80, 2013, 825, 2056]
bpdb-seal-icon: [79, 1819, 151, 1891]
ad-ref: সি-৪৪৮/২২: [410, 514, 452, 524]
ad-ref: সি-৪১৬/২২: [967, 563, 1008, 573]
classified-ad: [864, 811, 1008, 870]
ad-text: প্লট বিক্রয় : খুলনা শহরের মজিদ সরণিতে বাণিজ্যিক প্লট বিক্রয়। প্রকৃত ক্রেতাগণ যোগাযোগ করুন। # ০১৭১৬০৩৬৩৯৫।: [465, 691, 651, 730]
category-heading: বিবিধ: [864, 1035, 1008, 1060]
ad-ref: সি-৩৮৮/২২: [610, 350, 651, 360]
govad-line1: গণপ্রজাতন্ত্রী বাংলাদেশ সরকার: [954, 1817, 1072, 1829]
tender-note: This is one online tender where only e-Tenders will be accepted in e-GP portal and no offline/hard copy will be accepted. To submit e-Tender please register on e-GP System (http://www.eprocure.gov.bd). Further information and guidelines are available in the National e-GP System portal and from e-GP help desk (helpdesk@eprocure.gov.bd).: [79, 2065, 810, 2108]
ad-text: জরুরি আবশ্যক : নিজের প্রিন্টিং ও ডিজাইন ফার্মের জন্য অভিজ্ঞ কর্মী আবশ্যক। যোগাযোগ : ঢাকা।: [66, 509, 252, 548]
tender-title: "Invitation for Re-Tender e-GP (OTM)": [248, 1938, 656, 1961]
bscic-logo-icon: [1192, 1633, 1227, 1668]
ad-text: আবশ্যক : জরুরি ভিত্তিতে মেডিকেল অফিসার আবশ্যক। যোগাযোগ : মডার্ন হাসপাতাল, ঢাকা। ফোন-০২-৫৮৩২২৩৫২।: [66, 865, 252, 904]
classified-column-3: [465, 130, 651, 1800]
ad-text: জমি বিক্রয় : ঢাকা-মাওয়া এক্সপ্রেসওয়ের পাশে ২১ শতক জমি বিক্রয় হবে। # ০১৭১১০৪১০০।: [465, 1005, 651, 1031]
ad-ref: সি-৪৩৮/২২: [610, 851, 651, 861]
